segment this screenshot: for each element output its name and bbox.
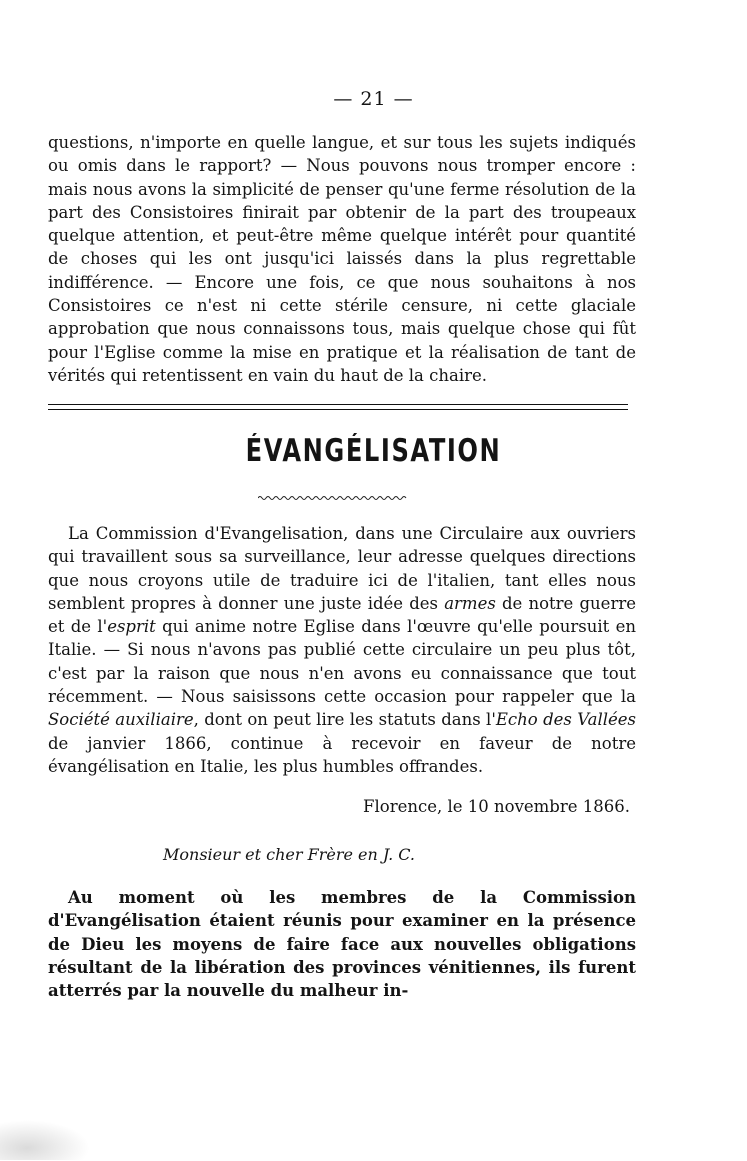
wavy-ornament — [258, 494, 408, 502]
text-run: La Commission d'Evangelisation, dans une Circulaire aux ouvriers qui travaillent sous sa surveillance, leur adresse quelques directions que nous croyons utile de traduire ici de l'italien, tant elles nous semblent propres à donner une juste idée des — [48, 524, 636, 613]
section-divider-top — [48, 404, 628, 405]
paragraph-consistoires: questions, n'importe en quelle langue, et sur tous les sujets indiqués ou omis dans le rapport? — Nous pouvons nous tromper encore : mais nous avons la simplicité de penser qu'une ferme résolution de la part des Consistoires finirait par obtenir de la part des troupeaux quelque attention, et peut-être même quelque intérêt pour quantité de choses qui les ont jusqu'ici laissés dans la plus regrettable indifférence. — Encore une fois, ce que nous souhaitons à nos Consistoires ce n'est ni cette stérile censure, ni cette glaciale approbation que nous connaissons tous, mais quelque chose qui fût pour l'Eglise comme la mise en pratique et la réalisation de tant de vérités qui retentissent en vain du haut de la chaire. — [48, 133, 636, 385]
salutation: Monsieur et cher Frère en J. C. — [163, 845, 415, 864]
text-run: de notre guerre et de l' — [48, 593, 636, 637]
paragraph-letter-body: Au moment où les membres de la Commission d'Evangélisation étaient réunis pour examiner en la présence de Dieu les moyens de faire face aux nouvelles obligations résultant de la libération des provinces vénitiennes, ils furent atterrés par la nouvelle du malheur in- — [48, 888, 636, 1001]
section-title: ÉVANGÉLISATION — [245, 433, 502, 469]
scan-smudge — [0, 1120, 90, 1160]
paragraph-commission — [48, 522, 636, 778]
italic-echo-des-vallees: Echo des Vallées — [495, 710, 636, 730]
section-divider-bottom — [48, 409, 628, 410]
page-number: — 21 — — [333, 88, 414, 110]
italic-esprit: esprit — [107, 617, 156, 637]
text-run: qui anime notre Eglise dans l'œuvre qu'elle poursuit en Italie. — Si nous n'avons pas publié cette circulaire un peu plus tôt, c'est par la raison que nous n'en avons eu connaissance que tout récemment. — Nous saisissons cette occasion pour rappeler que la — [48, 617, 636, 707]
italic-societe-auxiliaire: Société auxiliaire — [48, 710, 194, 730]
italic-armes: armes — [444, 593, 496, 613]
text-run: de janvier 1866, continue à recevoir en faveur de notre évangélisation en Italie, les plus humbles offrandes. — [48, 733, 636, 776]
text-run: , dont on peut lire les statuts dans l' — [193, 710, 496, 730]
dateline: Florence, le 10 novembre 1866. — [363, 797, 630, 816]
